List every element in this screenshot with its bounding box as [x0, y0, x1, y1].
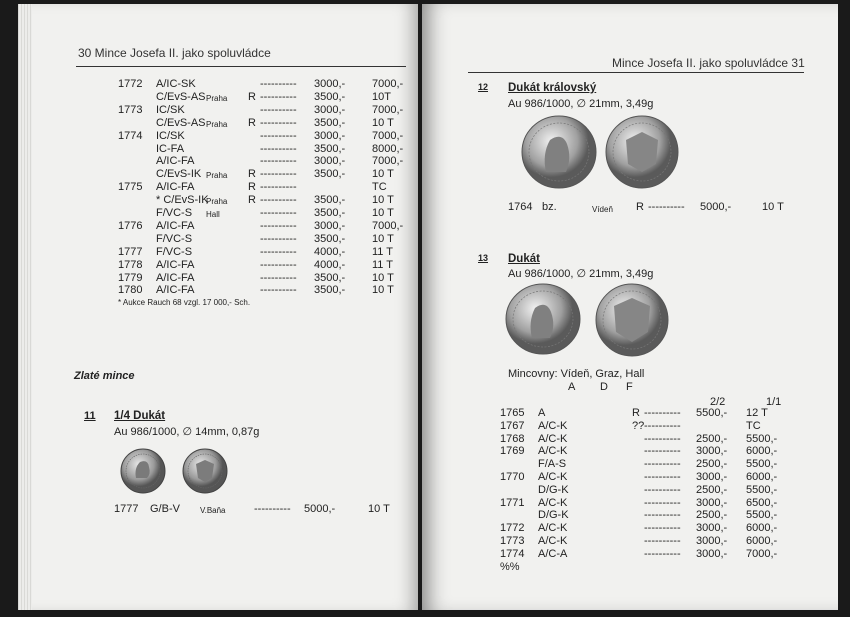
column-header: 1/1	[766, 396, 782, 408]
price-1: 3000,-	[314, 155, 346, 168]
price-2: 10 T	[372, 168, 394, 181]
price-2: 5500,-	[746, 509, 778, 522]
mintmark: A/C-K	[538, 432, 568, 445]
year: 1767	[500, 419, 525, 432]
mint: V.Baňa	[200, 506, 226, 515]
price-2: 7000,-	[372, 78, 404, 90]
entry-specs: Au 986/1000, ∅ 14mm, 0,87g	[114, 426, 260, 438]
price-2: 10 T	[372, 194, 394, 207]
mintmark: * C/EvS-IK	[156, 194, 209, 207]
mintmark: F/A-S	[538, 458, 567, 471]
dash-leader: ----------	[260, 258, 297, 271]
coin-reverse-image	[604, 114, 680, 190]
price-2: 11 T	[372, 258, 393, 271]
price-2: 10 T	[372, 116, 394, 129]
price-2: 11 T	[372, 245, 393, 258]
dash-leader: ----------	[260, 232, 297, 245]
year: 1778	[118, 258, 143, 271]
price-1: 3500,-	[314, 232, 346, 245]
dash-leader: ----------	[644, 471, 681, 483]
header-rule	[76, 66, 406, 67]
year: 1777	[114, 503, 139, 515]
column-header: 2/2	[710, 396, 726, 408]
mintmark: A/IC-FA	[156, 155, 195, 168]
mint-letter: F	[626, 381, 633, 393]
mintmark: D/G-K	[538, 509, 569, 522]
price-2: 6000,-	[746, 522, 778, 535]
year: 1768	[500, 432, 525, 445]
left-running-header: 30 Mince Josefa II. jako spoluvládce	[78, 46, 271, 60]
price-2: 5500,-	[746, 483, 778, 496]
price-1: 3000,-	[314, 103, 346, 116]
price-1: 3500,-	[314, 90, 346, 103]
rarity: R	[248, 181, 256, 194]
dash-leader: ----------	[644, 522, 681, 535]
mintmark: A/C-K	[538, 522, 568, 535]
left-page	[18, 4, 418, 610]
year: 1774	[118, 129, 143, 142]
year: 1773	[118, 103, 143, 116]
price-1: 3000,-	[696, 547, 728, 560]
entry-title: Dukát	[508, 253, 540, 265]
dash-leader: ----------	[644, 432, 681, 445]
year: 1779	[118, 271, 143, 284]
entry-number: 13	[478, 253, 489, 263]
footnote: * Aukce Rauch 68 vzgl. 17 000,- Sch.	[118, 298, 251, 307]
mintmark: A/IC-FA	[156, 181, 195, 194]
dash-leader: ----------	[260, 142, 297, 155]
price-2: 10 T	[372, 207, 394, 219]
dash-leader: ----------	[644, 509, 681, 522]
price-1: 5000,-	[304, 503, 336, 515]
section-title: Zlaté mince	[74, 370, 135, 382]
price-2: 7000,-	[746, 547, 778, 560]
price-1: 3500,-	[314, 194, 346, 207]
rarity: R	[248, 194, 256, 207]
mintmark: D/G-K	[538, 483, 569, 496]
price-2: 10 T	[762, 201, 784, 213]
mintmark: C/EvS-AS	[156, 116, 206, 129]
price-1: 3000,-	[696, 445, 728, 458]
price-1: 5000,-	[700, 201, 732, 213]
coin-reverse-image	[594, 282, 670, 358]
dash-leader: ----------	[260, 207, 297, 219]
price-1: 5500,-	[696, 407, 728, 419]
price-2: 7000,-	[372, 129, 404, 142]
price-2: TC	[372, 181, 387, 194]
rarity: R	[248, 116, 256, 129]
mint: Hall	[206, 210, 220, 219]
dash-leader: ----------	[260, 116, 297, 129]
price-1: 4000,-	[314, 258, 346, 271]
mintmark: A/C-K	[538, 535, 568, 547]
mintmark: bz.	[542, 201, 557, 213]
dash-leader: ----------	[254, 503, 291, 515]
dash-leader: ----------	[260, 194, 297, 207]
dash-leader: ----------	[644, 458, 681, 471]
mintmark: A/C-K	[538, 496, 568, 509]
mintmark: A/IC-FA	[156, 271, 195, 284]
mint: Praha	[206, 171, 228, 181]
year: 1775	[118, 181, 143, 194]
dash-leader: ----------	[644, 483, 681, 496]
dash-leader: ----------	[260, 90, 297, 103]
mint: Praha	[206, 119, 228, 129]
price-1: 3000,-	[696, 496, 728, 509]
price-2: 5500,-	[746, 458, 778, 471]
mintmark: F/VC-S	[156, 207, 193, 219]
year: 1777	[118, 245, 143, 258]
price-1: 3000,-	[696, 471, 728, 483]
year: 1769	[500, 445, 525, 458]
header-rule	[468, 72, 804, 73]
mintmark: A/C-K	[538, 471, 568, 483]
mintmark: A/C-K	[538, 419, 568, 432]
price-1: 3000,-	[314, 219, 346, 232]
price-1: 2500,-	[696, 458, 728, 471]
dash-leader: ----------	[260, 219, 297, 232]
dash-leader: ----------	[260, 168, 297, 181]
mint: Vídeň	[592, 205, 613, 214]
rarity: R	[636, 201, 644, 213]
mintmark: A/IC-FA	[156, 219, 195, 232]
dash-leader: ----------	[260, 129, 297, 142]
mint: Praha	[206, 93, 228, 103]
mintmark: F/VC-S	[156, 232, 193, 245]
mint-letter: D	[600, 381, 608, 393]
dash-leader: ----------	[648, 201, 685, 213]
mintmark: A/IC-SK	[156, 78, 196, 90]
entry-title: Dukát královský	[508, 82, 597, 94]
mint: Praha	[206, 197, 228, 207]
price-1: 3500,-	[314, 116, 346, 129]
page-edge	[18, 4, 32, 610]
rarity: R	[632, 407, 640, 419]
year: 1774	[500, 547, 525, 560]
price-1: 3500,-	[314, 168, 346, 181]
mintmark: IC-FA	[156, 142, 185, 155]
price-1: 3000,-	[314, 78, 346, 90]
price-2: 6000,-	[746, 471, 778, 483]
mintmark: C/EvS-IK	[156, 168, 202, 181]
mintmark: IC/SK	[156, 103, 185, 116]
price-1: 3000,-	[696, 522, 728, 535]
price-1: 2500,-	[696, 483, 728, 496]
year: 1772	[118, 78, 143, 90]
dash-leader: ----------	[644, 547, 681, 560]
right-page	[422, 4, 838, 610]
entry-title: 1/4 Dukát	[114, 410, 166, 422]
year: 1780	[118, 284, 143, 297]
price-1: 2500,-	[696, 432, 728, 445]
price-1: 3500,-	[314, 207, 346, 219]
mint-letter: A	[568, 381, 576, 393]
price-2: 10 T	[372, 271, 394, 284]
rarity: ??	[632, 419, 645, 432]
entry-specs: Au 986/1000, ∅ 21mm, 3,49g	[508, 98, 654, 110]
mintmark: A/IC-FA	[156, 284, 195, 297]
price-2: 6000,-	[746, 445, 778, 458]
mintmark: IC/SK	[156, 129, 185, 142]
year: 1771	[500, 496, 525, 509]
coin-obverse-image	[120, 448, 166, 494]
entry-specs: Au 986/1000, ∅ 21mm, 3,49g	[508, 268, 654, 280]
price-2: 10 T	[368, 503, 390, 515]
price-1: 3500,-	[314, 271, 346, 284]
dash-leader: ----------	[260, 155, 297, 168]
price-1: 2500,-	[696, 509, 728, 522]
dash-leader: ----------	[260, 78, 297, 90]
year: 1765	[500, 407, 525, 419]
price-2: 8000,-	[372, 142, 404, 155]
dash-leader: ----------	[644, 407, 681, 419]
price-2: 6500,-	[746, 496, 778, 509]
mintmark: A/C-K	[538, 445, 568, 458]
dash-leader: ----------	[260, 271, 297, 284]
mintmark: F/VC-S	[156, 245, 193, 258]
dash-leader: ----------	[644, 496, 681, 509]
coin-reverse-image	[182, 448, 228, 494]
mintmark: A/C-A	[538, 547, 568, 560]
mintmark: G/B-V	[150, 503, 180, 515]
price-1: 3500,-	[314, 142, 346, 155]
mints-line: Mincovny: Vídeň, Graz, Hall	[508, 368, 645, 380]
end-mark: %%	[500, 561, 520, 573]
dash-leader: ----------	[644, 445, 681, 458]
year: 1776	[118, 219, 143, 232]
rarity: R	[248, 168, 256, 181]
year: 1764	[508, 201, 533, 213]
dash-leader: ----------	[644, 535, 681, 547]
year: 1772	[500, 522, 525, 535]
dash-leader: ----------	[644, 419, 681, 432]
entry-number: 12	[478, 82, 489, 92]
year: 1770	[500, 471, 525, 483]
mintmark: A/IC-FA	[156, 258, 195, 271]
price-2: 10 T	[372, 284, 394, 297]
price-2: 5500,-	[746, 432, 778, 445]
mintmark: A	[538, 407, 546, 419]
dash-leader: ----------	[260, 181, 297, 194]
price-1: 3000,-	[696, 535, 728, 547]
year: 1773	[500, 535, 525, 547]
price-1: 3500,-	[314, 284, 346, 297]
right-running-header: Mince Josefa II. jako spoluvládce 31	[612, 56, 805, 70]
price-2: 7000,-	[372, 219, 404, 232]
price-2: TC	[746, 419, 761, 432]
rarity: R	[248, 90, 256, 103]
mintmark: C/EvS-AS	[156, 90, 206, 103]
price-1: 3000,-	[314, 129, 346, 142]
price-2: 10T	[372, 90, 391, 103]
entry-number: 11	[84, 410, 96, 422]
coin-obverse-image	[504, 282, 582, 356]
price-2: 12 T	[746, 407, 768, 419]
dash-leader: ----------	[260, 284, 297, 297]
price-2: 7000,-	[372, 155, 404, 168]
price-2: 6000,-	[746, 535, 778, 547]
price-2: 7000,-	[372, 103, 404, 116]
dash-leader: ----------	[260, 245, 297, 258]
coin-obverse-image	[520, 114, 598, 190]
dash-leader: ----------	[260, 103, 297, 116]
price-2: 10 T	[372, 232, 394, 245]
price-1: 4000,-	[314, 245, 346, 258]
